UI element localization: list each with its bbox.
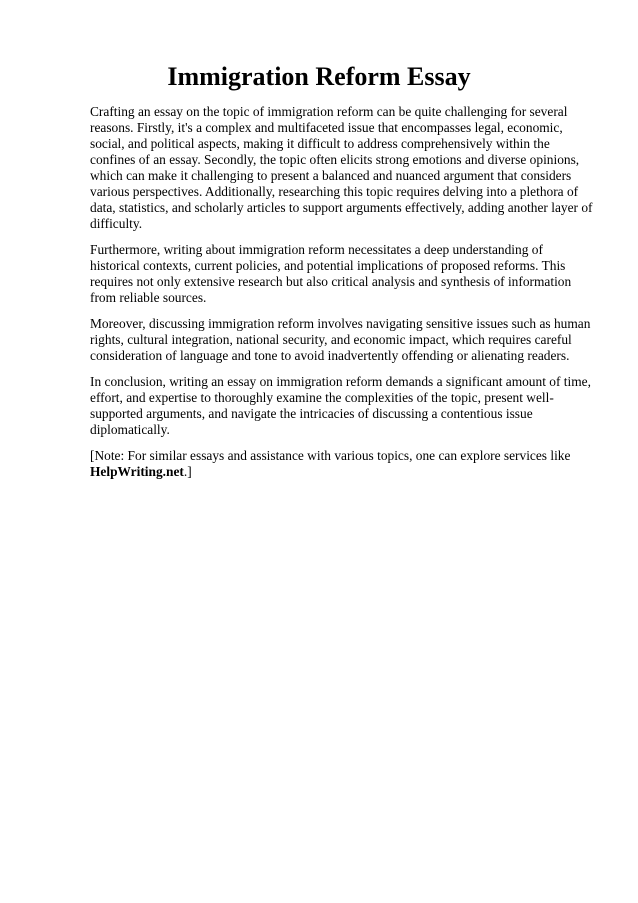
- paragraph-conclusion: In conclusion, writing an essay on immigration reform demands a significant amount of time, effort, and expertise to thoroughly examine the complexities of the topic, present well-supported arguments, and navigate the intricacies of discussing a contentious issue diplomatically.: [90, 374, 591, 437]
- note-paragraph: [90, 448, 594, 480]
- paragraph-moreover: Moreover, discussing immigration reform involves navigating sensitive issues such as human rights, cultural integration, national security, and economic impact, which requires careful consideration of language and tone to avoid inadvertently offending or alienating readers.: [90, 316, 591, 363]
- paragraph-furthermore: Furthermore, writing about immigration reform necessitates a deep understanding of historical contexts, current policies, and potential implications of proposed reforms. This requires not only extensive research but also critical analysis and synthesis of information from reliable sources.: [90, 242, 572, 305]
- paragraph-intro: Crafting an essay on the topic of immigration reform can be quite challenging for several reasons. Firstly, it's a complex and multifaceted issue that encompasses legal, economic, social, and political aspects, making it difficult to address comprehensively within the confines of an essay. Secondly, the topic often elicits strong emotions and diverse opinions, which can make it challenging to present a balanced and nuanced argument that considers various perspectives. Additionally, researching this topic requires delving into a plethora of data, statistics, and scholarly articles to support arguments effectively, adding another layer of difficulty.: [90, 104, 593, 231]
- note-suffix: .]: [183, 464, 192, 479]
- note-prefix: [Note: For similar essays and assistance with various topics, one can explore services like: [90, 448, 571, 463]
- page-title: Immigration Reform Essay: [167, 62, 471, 91]
- helpwriting-link[interactable]: HelpWriting.net: [90, 464, 184, 479]
